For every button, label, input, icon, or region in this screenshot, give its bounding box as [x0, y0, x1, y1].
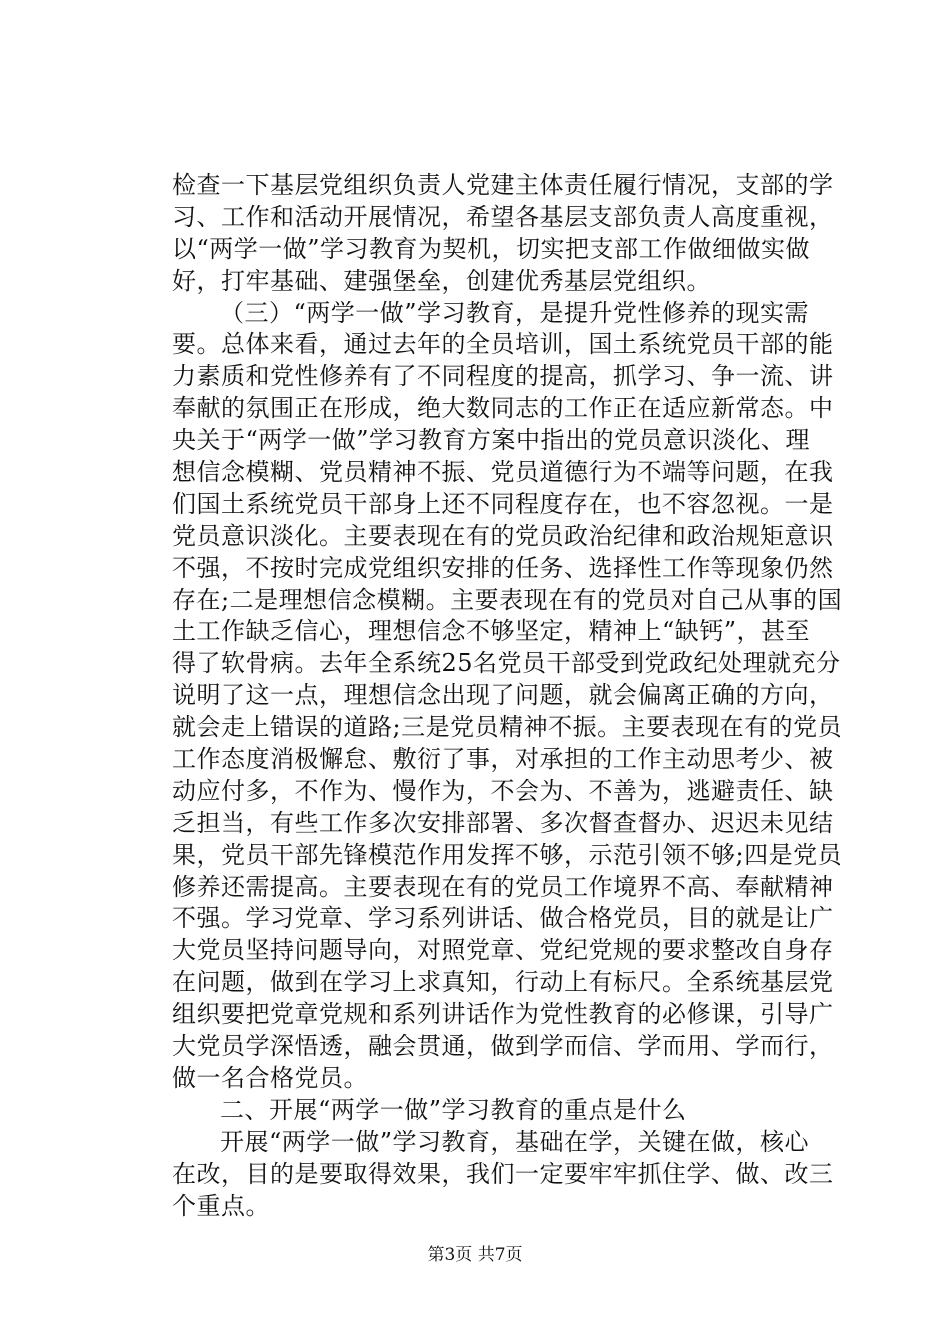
- page-number-label: 第3页 共7页: [427, 1245, 523, 1265]
- text-line: 工作态度消极懈怠、敷衍了事，对承担的工作主动思考少、被: [172, 745, 834, 774]
- text-line: 习、工作和活动开展情况，希望各基层支部负责人高度重视，: [172, 202, 834, 231]
- text-line: 想信念模糊、党员精神不振、党员道德行为不端等问题，在我: [172, 458, 834, 487]
- text-line: 开展“两学一做”学习教育，基础在学，关键在做，核心: [220, 1127, 810, 1156]
- text-line: 好，打牢基础、建强堡垒，创建优秀基层党组织。: [172, 266, 711, 295]
- text-line: 果，党员干部先锋模范作用发挥不够，示范引领不够;四是党员: [172, 840, 843, 869]
- section-heading-2: 二、开展“两学一做”学习教育的重点是什么: [220, 1095, 687, 1124]
- text-line: 组织要把党章党规和系列讲话作为党性教育的必修课，引导广: [172, 1000, 834, 1029]
- text-line: 做一名合格党员。: [172, 1063, 368, 1092]
- page-footer: [0, 1244, 950, 1266]
- text-line: 要。总体来看，通过去年的全员培训，国土系统党员干部的能: [172, 330, 834, 359]
- text-line: 奉献的氛围正在形成，绝大数同志的工作正在适应新常态。中: [172, 394, 834, 423]
- text-line: 得了软骨病。去年全系统25名党员干部受到党政纪处理就充分: [172, 649, 841, 678]
- text-line: 大党员坚持问题导向，对照党章、党纪党规的要求整改自身存: [172, 936, 834, 965]
- text-line: 个重点。: [172, 1191, 270, 1220]
- text-line: 检查一下基层党组织负责人党建主体责任履行情况，支部的学: [172, 171, 834, 199]
- text-line: 以“两学一做”学习教育为契机，切实把支部工作做细做实做: [172, 234, 811, 263]
- text-line: 不强。学习党章、学习系列讲话、做合格党员，目的就是让广: [172, 904, 834, 933]
- text-line: 在改，目的是要取得效果，我们一定要牢牢抓住学、做、改三: [172, 1159, 834, 1188]
- text-line: 力素质和党性修养有了不同程度的提高，抓学习、争一流、讲: [172, 362, 834, 391]
- text-line: 土工作缺乏信心，理想信念不够坚定，精神上“缺钙”，甚至: [172, 617, 811, 646]
- text-line: 修养还需提高。主要表现在有的党员工作境界不高、奉献精神: [172, 872, 834, 901]
- text-line: 说明了这一点，理想信念出现了问题，就会偏离正确的方向，: [172, 681, 834, 710]
- text-line: 大党员学深悟透，融会贯通，做到学而信、学而用、学而行，: [172, 1032, 834, 1061]
- text-line: 不强，不按时完成党组织安排的任务、选择性工作等现象仍然: [172, 553, 834, 582]
- text-line: 党员意识淡化。主要表现在有的党员政治纪律和政治规矩意识: [172, 521, 834, 550]
- text-line: 动应付多，不作为、慢作为，不会为、不善为，逃避责任、缺: [172, 776, 834, 805]
- text-line: 存在;二是理想信念模糊。主要表现在有的党员对自己从事的国: [172, 585, 843, 614]
- text-line: 央关于“两学一做”学习教育方案中指出的党员意识淡化、理: [172, 426, 811, 455]
- text-line: 在问题，做到在学习上求真知，行动上有标尺。全系统基层党: [172, 968, 834, 997]
- text-line: 就会走上错误的道路;三是党员精神不振。主要表现在有的党员: [172, 713, 843, 742]
- section-heading-3: （三）“两学一做”学习教育，是提升党性修养的现实需: [220, 298, 810, 327]
- text-line: 们国土系统党员干部身上还不同程度存在，也不容忽视。一是: [172, 489, 834, 518]
- body-text: [172, 170, 843, 1222]
- text-line: 乏担当，有些工作多次安排部署、多次督查督办、迟迟未见结: [172, 808, 834, 837]
